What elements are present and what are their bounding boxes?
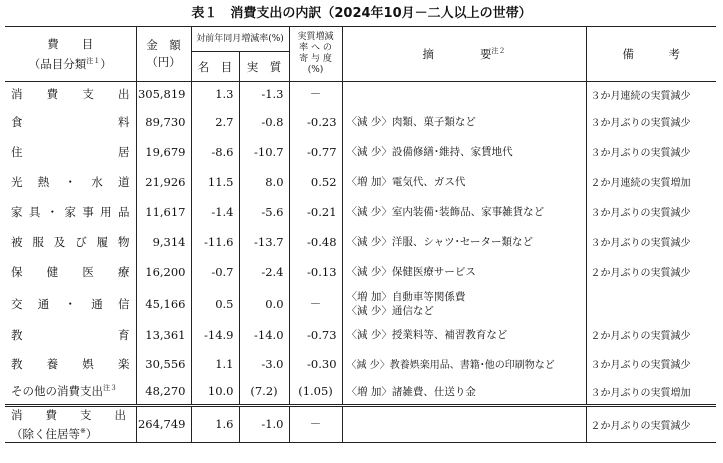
real-cell: -14.0 [239, 321, 289, 349]
row-name-note: 注３ [103, 384, 117, 393]
memo-text: 〈減 少〉授業料等、補習教育など [346, 329, 508, 341]
memo-cell [342, 227, 586, 257]
remark-cell [586, 287, 716, 321]
contrib-cell: -0.23 [289, 107, 342, 137]
contrib-cell: － [289, 287, 342, 321]
contrib-cell: -0.48 [289, 227, 342, 257]
header-summary [342, 27, 586, 82]
header-item-sub [5, 53, 136, 73]
contrib-cell: (1.05) [289, 379, 342, 406]
amount-cell: 30,556 [136, 349, 191, 379]
memo-cell [342, 379, 586, 406]
memo-text: 〈増 加〉諸雑費、仕送り金 [346, 385, 476, 398]
memo-cell [342, 287, 586, 321]
nominal-cell: -11.6 [191, 227, 239, 257]
header-summary-note: 注２ [491, 47, 506, 56]
memo-text: 〈増 加〉自動車等関係費 [346, 290, 466, 303]
memo-cell [342, 82, 586, 107]
real-cell: -10.7 [239, 137, 289, 167]
nominal-cell: 10.0 [191, 379, 239, 406]
remark-cell: ３か月ぶりの実質増加 [590, 387, 691, 399]
amount-cell: 13,361 [136, 321, 191, 349]
nominal-cell: -0.7 [191, 257, 239, 287]
table-row [5, 257, 716, 287]
row-name-text: 光熱・水道 [11, 174, 130, 189]
contrib-cell: -0.73 [289, 321, 342, 349]
row-name-text: その他の消費支出 [11, 384, 103, 399]
nominal-cell: 1.1 [191, 349, 239, 379]
real-cell: -1.0 [239, 406, 289, 443]
remark-cell: ３か月連続の実質減少 [590, 90, 691, 102]
row-name-text: 教育 [11, 327, 130, 342]
remark-cell: ３か月ぶりの実質減少 [590, 208, 691, 219]
real-cell: -3.0 [239, 349, 289, 379]
table-row [5, 349, 716, 379]
header-real: 実 質 [239, 52, 289, 82]
remark-cell: ３か月ぶりの実質減少 [590, 118, 691, 129]
row-name-cell [5, 257, 136, 287]
remark-cell: ３か月ぶりの実質減少 [590, 360, 691, 371]
table-row [5, 287, 716, 321]
header-item-sub-close: ） [100, 56, 112, 71]
table-row [5, 197, 716, 227]
remark-cell: ２か月ぶりの実質減少 [586, 406, 716, 443]
memo-text: 〈減 少〉肉類、菓子類など [346, 116, 476, 128]
amount-cell: 45,166 [136, 287, 191, 321]
table-title: 表１ 消費支出の内訳（2024年10月－二人以上の世帯） [191, 6, 532, 21]
contrib-cell: -0.13 [289, 257, 342, 287]
header-contrib-line-1: 実質増減 [297, 32, 334, 42]
remark-cell: ３か月ぶりの実質減少 [590, 148, 691, 159]
row-name-sub-mark: ※ [80, 427, 86, 435]
remark-cell: ３か月ぶりの実質減少 [590, 238, 691, 249]
amount-cell: 19,679 [136, 137, 191, 167]
header-item [5, 27, 136, 82]
table-row [5, 107, 716, 137]
memo-text: 〈減 少〉教養娯楽用品、書籍･他の印刷物など [346, 360, 555, 371]
memo-cell [342, 349, 586, 379]
amount-cell: 11,617 [136, 197, 191, 227]
amount-cell: 89,730 [136, 107, 191, 137]
row-name-cell [5, 349, 136, 379]
memo-text: 〈増 加〉電気代、ガス代 [346, 176, 466, 188]
row-name-text: 家具・家事用品 [11, 204, 130, 219]
nominal-cell: 1.6 [191, 406, 239, 443]
row-name-cell [5, 227, 136, 257]
contrib-cell: － [289, 406, 342, 443]
header-summary-label: 摘 要 [422, 47, 492, 61]
row-name-cell [5, 107, 136, 137]
row-name-cell [5, 287, 136, 321]
memo-text: 〈減 少〉設備修繕･維持、家賃地代 [346, 146, 513, 158]
header-amount-label: 金 額 [146, 38, 181, 52]
real-cell: -1.3 [239, 82, 289, 107]
nominal-cell: -1.4 [191, 197, 239, 227]
header-amount-unit: （円） [146, 55, 181, 69]
row-name-cell [5, 197, 136, 227]
row-name-text: 交通・通信 [11, 296, 130, 311]
header-amount [136, 27, 191, 82]
header-contrib-line-2: 率 へ の [299, 43, 332, 53]
table-row [5, 321, 716, 349]
contrib-cell: -0.30 [289, 349, 342, 379]
memo-cell [342, 197, 586, 227]
row-name-cell [5, 379, 136, 406]
real-cell: (7.2) [239, 379, 289, 406]
remark-cell: ２か月連続の実質増加 [590, 178, 691, 189]
table-row [5, 167, 716, 197]
table-row [5, 82, 716, 107]
contrib-cell: － [289, 82, 342, 107]
row-name-text: 食料 [11, 114, 130, 129]
amount-cell: 305,819 [136, 82, 191, 107]
row-name-text: 保健医療 [11, 264, 130, 279]
real-cell: -5.6 [239, 197, 289, 227]
header-change: 対前年同月増減率(%) [191, 27, 289, 52]
header-item-label: 費 目 [47, 36, 94, 51]
amount-cell: 264,749 [136, 406, 191, 443]
header-contrib-line-3: 寄 与 度 [299, 54, 332, 64]
real-cell: -0.8 [239, 107, 289, 137]
row-name-sub [11, 423, 136, 442]
row-name-main: 消 費 支 出 [11, 408, 126, 422]
row-name-cell [5, 167, 136, 197]
header-remarks: 備 考 [586, 27, 716, 82]
memo-cell [342, 257, 586, 287]
real-cell: -2.4 [239, 257, 289, 287]
header-contrib-line-4: (%) [307, 65, 324, 75]
expenditure-table [5, 26, 716, 443]
amount-cell: 21,926 [136, 167, 191, 197]
row-name-sub-close: ） [85, 426, 98, 441]
memo-text: 〈減 少〉室内装備･装飾品、家事雑貨など [346, 206, 545, 218]
row-name-cell [5, 82, 136, 107]
row-name-text: 被服及び履物 [11, 234, 130, 249]
amount-cell: 16,200 [136, 257, 191, 287]
real-cell: 0.0 [239, 287, 289, 321]
header-nominal: 名 目 [191, 52, 239, 82]
memo-cell [342, 321, 586, 349]
nominal-cell: 11.5 [191, 167, 239, 197]
memo-cell [342, 137, 586, 167]
contrib-cell: -0.77 [289, 137, 342, 167]
memo-cell [342, 107, 586, 137]
nominal-cell: 1.3 [191, 82, 239, 107]
real-cell: 8.0 [239, 167, 289, 197]
real-cell: -13.7 [239, 227, 289, 257]
contrib-cell: 0.52 [289, 167, 342, 197]
row-name-text: 住居 [11, 144, 130, 159]
memo-text: 〈減 少〉保健医療サービス [346, 266, 476, 278]
memo-cell [342, 406, 586, 443]
row-name-excluding-housing [5, 406, 136, 443]
contrib-cell: -0.21 [289, 197, 342, 227]
nominal-cell: 2.7 [191, 107, 239, 137]
memo-text: 〈減 少〉洋服、シャツ･セーター類など [346, 236, 533, 248]
row-name-sub-text: （除く住居等 [11, 426, 80, 441]
nominal-cell: -14.9 [191, 321, 239, 349]
header-item-note: 注１ [86, 56, 101, 65]
row-name-cell [5, 321, 136, 349]
row-name-cell [5, 137, 136, 167]
header-item-sub-text: （品目分類 [28, 56, 87, 71]
remark-cell: ２か月ぶりの実質減少 [590, 331, 691, 342]
remark-cell: ２か月ぶりの実質減少 [590, 268, 691, 279]
table-row [5, 227, 716, 257]
nominal-cell: 0.5 [191, 287, 239, 321]
header-row-1 [5, 27, 716, 52]
table-row [5, 379, 716, 406]
amount-cell: 48,270 [136, 379, 191, 406]
nominal-cell: -8.6 [191, 137, 239, 167]
row-name-text: 教養娯楽 [11, 356, 130, 371]
row-name-text: 消費支出 [11, 87, 130, 102]
memo-text-2: 〈減 少〉通信など [346, 304, 434, 317]
table-row [5, 137, 716, 167]
memo-cell [342, 167, 586, 197]
amount-cell: 9,314 [136, 227, 191, 257]
table-row-excluding-housing [5, 406, 716, 443]
header-contrib [289, 27, 342, 82]
